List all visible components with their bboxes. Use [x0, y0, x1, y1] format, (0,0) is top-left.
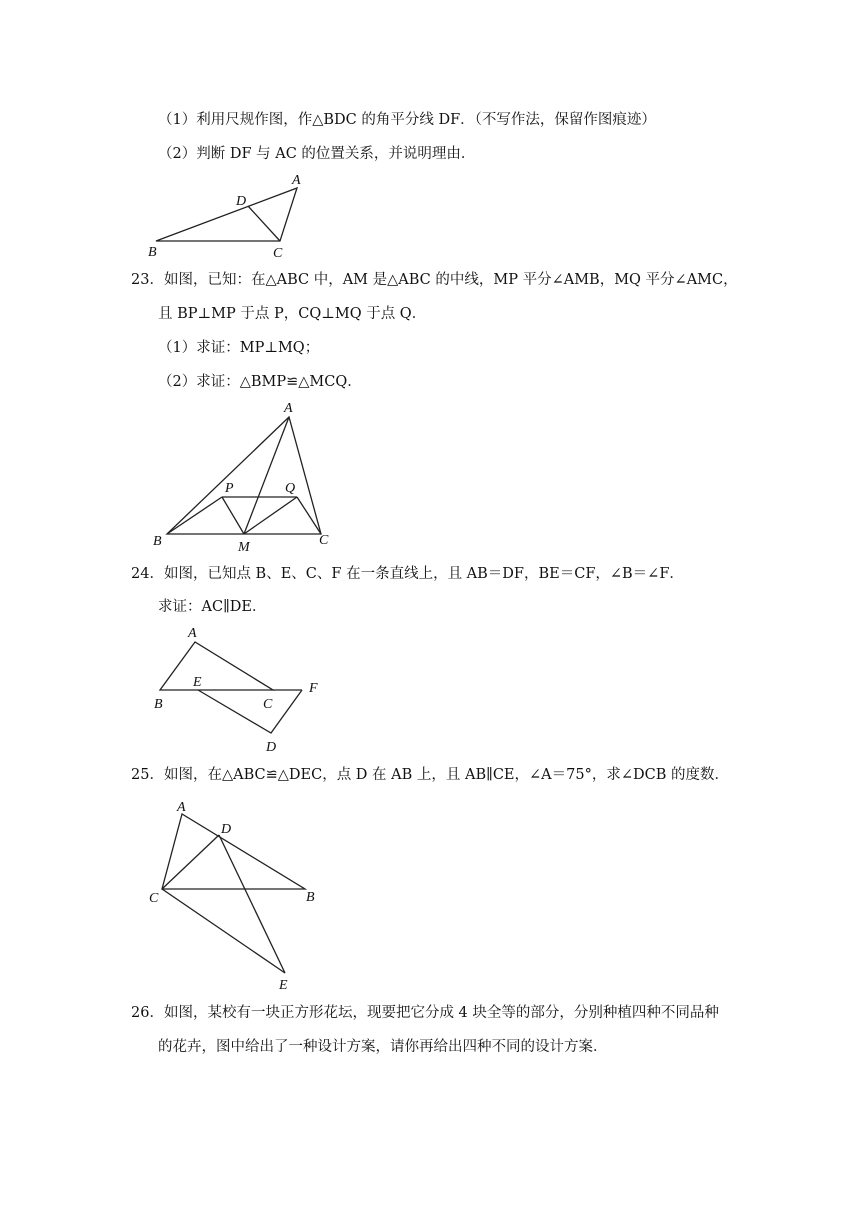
label-c: C [319, 533, 329, 548]
label-c: C [273, 246, 283, 261]
label-c: C [263, 697, 273, 712]
label-a: A [177, 800, 186, 815]
q23-part2: （2）求证：△BMP≌△MCQ． [158, 374, 362, 390]
label-a: A [284, 401, 293, 416]
q24-line1: 24．如图，已知点 B、E、C、F 在一条直线上，且 AB＝DF，BE＝CF，∠B＝∠F． [131, 566, 684, 582]
segment-ce [162, 889, 285, 973]
triangle-abc [160, 642, 273, 690]
label-d: D [266, 740, 277, 755]
segment-pm [222, 497, 244, 534]
label-f: F [309, 681, 318, 696]
q26-line1: 26．如图，某校有一块正方形花坛，现要把它分成 4 块全等的部分，分别种植四种不同品种 [131, 1005, 719, 1021]
label-b: B [153, 534, 162, 549]
label-d: D [236, 194, 247, 209]
label-b: B [306, 890, 315, 905]
triangle-def [198, 690, 302, 733]
q23-figure [145, 395, 340, 555]
q24-line2: 求证：AC∥DE． [158, 599, 267, 615]
q23-line2: 且 BP⊥MP 于点 P，CQ⊥MQ 于点 Q． [158, 306, 427, 322]
segment-de [219, 835, 285, 973]
q24-figure [145, 620, 325, 760]
label-a: A [292, 173, 301, 188]
segment-mq [244, 497, 297, 534]
label-c: C [149, 891, 159, 906]
q26-line2: 的花卉，图中给出了一种设计方案，请你再给出四种不同的设计方案． [158, 1039, 608, 1055]
label-b: B [154, 697, 163, 712]
label-e: E [193, 675, 202, 690]
segment-dc [248, 206, 280, 241]
median-am [244, 417, 289, 534]
segment-bp [167, 497, 222, 534]
segment-cd [162, 835, 219, 889]
q25-line1: 25．如图，在△ABC≌△DEC，点 D 在 AB 上，且 AB∥CE，∠A＝75°，求∠DCB 的度数． [131, 767, 729, 783]
label-m: M [238, 540, 250, 555]
triangle-abc [162, 814, 305, 889]
q25-figure [145, 795, 330, 995]
q23-line1: 23．如图，已知：在△ABC 中，AM 是△ABC 的中线，MP 平分∠AMB，MQ 平分∠AMC， [131, 272, 738, 288]
label-b: B [148, 245, 157, 260]
label-q: Q [285, 481, 296, 496]
q22-figure [140, 168, 310, 264]
q23-part1: （1）求证：MP⊥MQ； [158, 340, 320, 356]
triangle-abc [167, 417, 321, 534]
label-e: E [279, 978, 288, 993]
label-d: D [221, 822, 232, 837]
label-p: P [225, 481, 234, 496]
q22-part2: （2）判断 DF 与 AC 的位置关系，并说明理由． [158, 146, 476, 162]
triangle-abc [156, 188, 297, 241]
label-a: A [188, 626, 197, 641]
q22-part1: （1）利用尺规作图，作△BDC 的角平分线 DF．（不写作法，保留作图痕迹） [158, 112, 656, 128]
segment-qc [297, 497, 321, 534]
